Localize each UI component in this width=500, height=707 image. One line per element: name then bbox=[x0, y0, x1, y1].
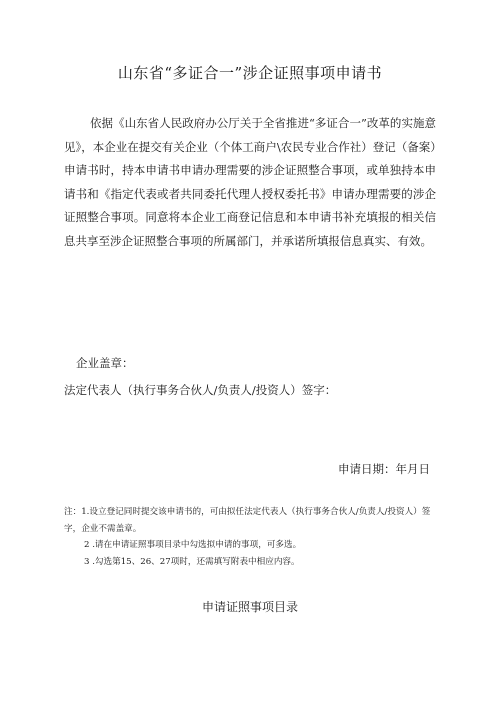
intro-text: 依据《山东省人民政府办公厅关于全省推进“多证合一”改革的实施意见》，本企业在提交有关企业（个体工商户\农民专业合作社）登记（备案）申请书时，持本申请书申请办理需要的涉企证照整合事项，或单独持本申请书和《指定代表或者共同委托代理人授权委托书》申请办理需要的涉企证照整合事项。同意将本企业工商登记信息和本申请书补充填报的相关信息共享至涉企证照整合事项的所属部门，并承诺所填报信息真实、有效。 bbox=[64, 116, 436, 248]
catalog-title: 申请证照事项目录 bbox=[201, 600, 298, 614]
note-2: 2 .请在申请证照事项目录中勾选拟申请的事项，可多选。 bbox=[84, 540, 302, 550]
intro-paragraph bbox=[64, 112, 436, 253]
note-3: 3 .勾选第15、26、27项时，还需填写附表中相应内容。 bbox=[84, 556, 300, 567]
legal-representative-signature-label: 法定代表人（执行事务合伙人/负责人/投资人）签字： bbox=[64, 383, 337, 397]
note-1: 注：1.设立登记同时提交该申请书的，可由拟任法定代表人（执行事务合伙人/负责人/投资人）签字，企业不需盖章。 bbox=[64, 507, 431, 534]
document-title: 山东省“多证合一”涉企证照事项申请书 bbox=[117, 64, 383, 82]
application-date: 申请日期：年月日 bbox=[338, 462, 430, 476]
notes-section bbox=[64, 504, 442, 570]
company-seal-label: 企业盖章： bbox=[76, 356, 134, 370]
